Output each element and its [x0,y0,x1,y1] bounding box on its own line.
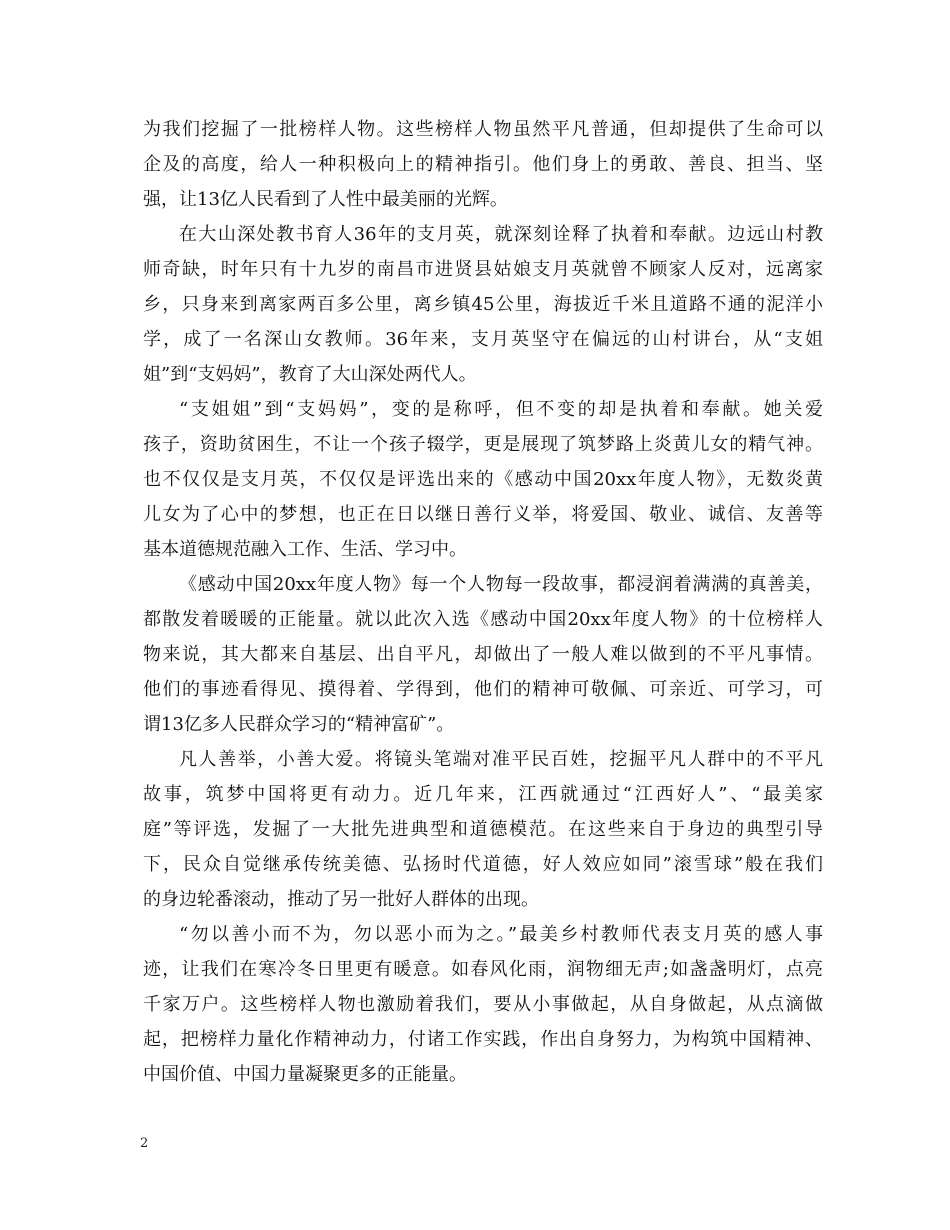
text-line: 《感动中国20xx年度人物》每一个人物每一段故事，都浸润着满满的真善美， [179,574,823,595]
text-line: 基本道德规范融入工作、生活、学习中。 [143,539,467,560]
paragraph-1 [143,112,823,217]
text-line: 物来说，其大都来自基层、出自平凡，却做出了一般人难以做到的不平凡事情。 [143,644,823,665]
text-line: “勿以善小而不为，勿以恶小而为之。”最美乡村教师代表支月英的感人事 [179,924,823,945]
paragraph-6 [143,917,823,1092]
text-line: 在大山深处教书育人36年的支月英，就深刻诠释了执着和奉献。边远山村教 [179,224,823,245]
text-line: 强，让13亿人民看到了人性中最美丽的光辉。 [143,189,508,210]
text-line: 凡人善举，小善大爱。将镜头笔端对准平民百姓，挖掘平凡人群中的不平凡 [179,749,823,770]
text-line: 中国价值、中国力量凝聚更多的正能量。 [143,1064,467,1085]
paragraph-3 [143,392,823,567]
paragraph-2 [143,217,823,392]
text-line: 企及的高度，给人一种积极向上的精神指引。他们身上的勇敢、善良、担当、坚 [143,154,823,175]
text-line: 下，民众自觉继承传统美德、弘扬时代道德，好人效应如同”滚雪球”般在我们 [143,854,823,875]
text-line: 千家万户。这些榜样人物也激励着我们，要从小事做起，从自身做起，从点滴做 [143,994,823,1015]
text-line: 的身边轮番滚动，推动了另一批好人群体的出现。 [143,889,539,910]
text-line: 乡，只身来到离家两百多公里，离乡镇45公里，海拔近千米且道路不通的泥洋小 [143,294,823,315]
text-line: 故事，筑梦中国将更有动力。近几年来，江西就通过“江西好人”、“最美家 [143,784,823,805]
text-line: 他们的事迹看得见、摸得着、学得到，他们的精神可敬佩、可亲近、可学习，可 [143,679,823,700]
text-line: 也不仅仅是支月英，不仅仅是评选出来的《感动中国20xx年度人物》，无数炎黄 [143,469,823,490]
paragraph-5 [143,742,823,917]
text-line: 谓13亿多人民群众学习的“精神富矿”。 [143,714,455,735]
text-line: 都散发着暖暖的正能量。就以此次入选《感动中国20xx年度人物》的十位榜样人 [143,609,823,630]
text-line: 师奇缺，时年只有十九岁的南昌市进贤县姑娘支月英就曾不顾家人反对，远离家 [143,259,823,280]
document-body [143,112,823,1092]
paragraph-4 [143,567,823,742]
text-line: 姐”到“支妈妈”，教育了大山深处两代人。 [143,364,477,385]
text-line: 起，把榜样力量化作精神动力，付诸工作实践，作出自身努力，为构筑中国精神、 [143,1029,823,1050]
text-line: 庭”等评选，发掘了一大批先进典型和道德模范。在这些来自于身边的典型引导 [143,819,823,840]
text-line: 儿女为了心中的梦想，也正在日以继日善行义举，将爱国、敬业、诚信、友善等 [143,504,823,525]
page-number: 2 [140,1136,149,1151]
text-line: 为我们挖掘了一批榜样人物。这些榜样人物虽然平凡普通，但却提供了生命可以 [143,119,823,140]
text-line: 学，成了一名深山女教师。36年来，支月英坚守在偏远的山村讲台，从“支姐 [143,329,823,350]
text-line: 迹，让我们在寒冷冬日里更有暖意。如春风化雨，润物细无声;如盏盏明灯，点亮 [143,959,823,980]
text-line: 孩子，资助贫困生，不让一个孩子辍学，更是展现了筑梦路上炎黄儿女的精气神。 [143,434,823,455]
text-line: “支姐姐”到“支妈妈”，变的是称呼，但不变的却是执着和奉献。她关爱 [179,399,823,420]
